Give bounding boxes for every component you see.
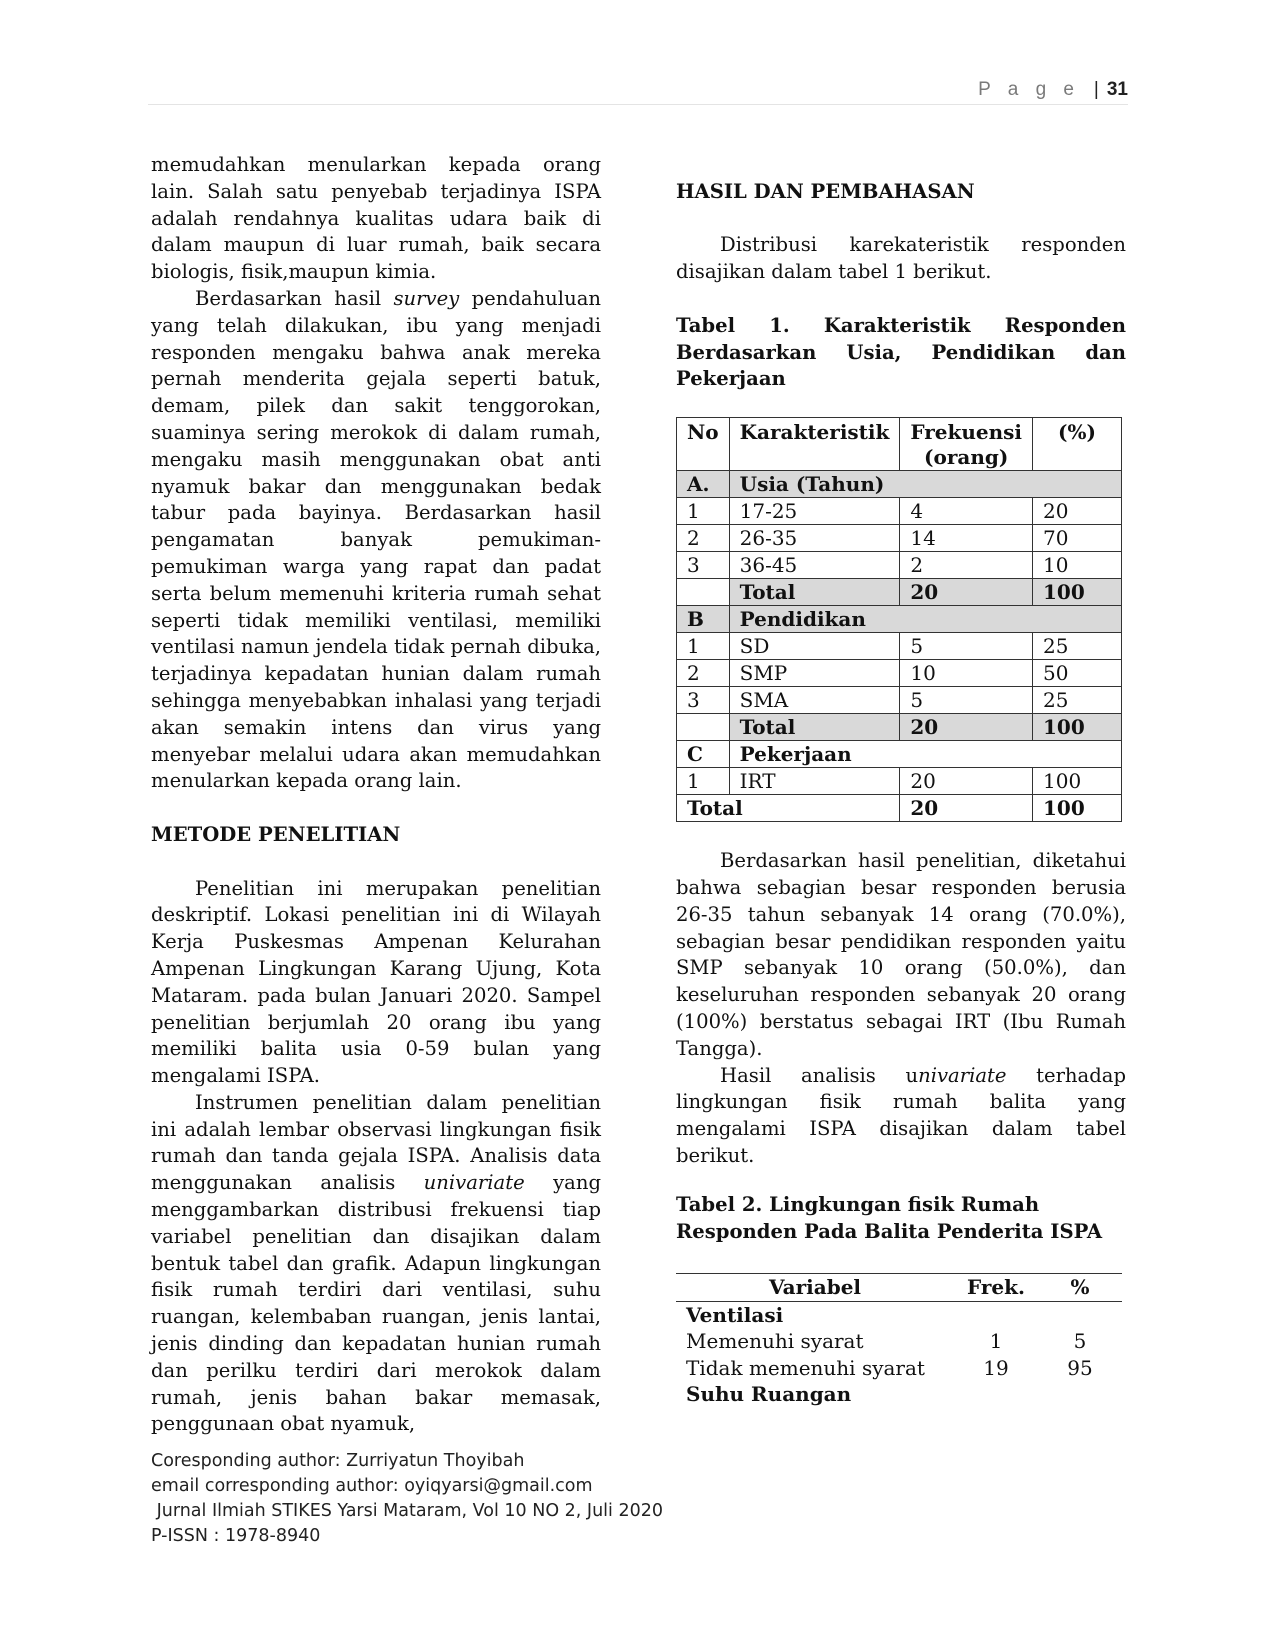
text-span: Berdasarkan hasil	[195, 286, 394, 310]
cell: Total	[677, 795, 900, 822]
cell: 26-35	[729, 525, 900, 552]
table-row	[676, 1328, 1122, 1355]
text-span: Hasil analisis u	[720, 1063, 919, 1087]
cell: Total	[729, 714, 900, 741]
table-row	[677, 687, 1122, 714]
col-header: No	[677, 418, 730, 471]
group-code: A.	[677, 471, 730, 498]
cell: SMA	[729, 687, 900, 714]
grand-total-row	[677, 795, 1122, 822]
table2-caption: Tabel 2. Lingkungan fisik Rumah Responden Pada Balita Penderita ISPA	[676, 1192, 1103, 1243]
cell: 10	[1033, 552, 1122, 579]
group-label: Pekerjaan	[729, 741, 1121, 768]
section-row	[676, 1301, 1122, 1328]
col-header: Variabel	[676, 1274, 954, 1302]
page-number: | 31	[1094, 79, 1128, 101]
cell: 95	[1067, 1355, 1093, 1380]
cell: 20	[900, 768, 1033, 795]
group-row-usia	[677, 471, 1122, 498]
page-header	[148, 72, 1128, 105]
table-lingkungan-fisik	[676, 1273, 1122, 1408]
cell: 2	[900, 552, 1033, 579]
paragraph-metode: Penelitian ini merupakan penelitian deskriptif. Lokasi penelitian ini di Wilayah Kerja Puskesmas Ampenan Kelurahan Ampenan Lingkungan Karang Ujung, Kota Mataram. pada bulan Januari 2020. Sampel penelitian berjumlah 20 orang ibu yang memiliki balita usia 0-59 bulan yang mengalami ISPA.	[151, 876, 601, 1088]
group-label: Pendidikan	[729, 606, 1121, 633]
cell: 1	[677, 633, 730, 660]
italic-term: univariate	[423, 1171, 525, 1195]
cell: 100	[1033, 579, 1122, 606]
cell: 100	[1033, 795, 1122, 822]
section-label: Suhu Ruangan	[686, 1382, 852, 1407]
cell: 3	[677, 687, 730, 714]
cell: 10	[900, 660, 1033, 687]
total-row	[677, 579, 1122, 606]
table-row	[677, 633, 1122, 660]
right-column	[676, 152, 1126, 1408]
cell: 2	[677, 660, 730, 687]
cell: 19	[983, 1355, 1009, 1380]
table-row	[677, 660, 1122, 687]
table-header-row	[676, 1274, 1122, 1302]
table-header-row	[677, 418, 1122, 471]
cell: IRT	[729, 768, 900, 795]
paragraph-hasil: Berdasarkan hasil penelitian, diketahui bahwa sebagian besar responden berusia 26-35 tahun sebanyak 14 orang (70.0%), sebagian besar pendidikan responden yaitu SMP sebanyak 10 orang (50.0%), dan keseluruhan responden sebanyak 20 orang (100%) berstatus sebagai IRT (Ibu Rumah Tangga).	[676, 849, 1126, 1060]
cell: 25	[1033, 633, 1122, 660]
cell: 20	[900, 714, 1033, 741]
col-header: (%)	[1033, 418, 1122, 471]
total-row	[677, 714, 1122, 741]
cell: 70	[1033, 525, 1122, 552]
cell: 5	[900, 633, 1033, 660]
group-row-pendidikan	[677, 606, 1122, 633]
paragraph-univariate	[676, 1063, 1126, 1170]
table-karakteristik	[676, 417, 1122, 822]
cell: Memenuhi syarat	[686, 1329, 864, 1354]
col-header: %	[1038, 1274, 1122, 1302]
page-label: P a g e	[978, 79, 1080, 100]
cell: 100	[1033, 714, 1122, 741]
table-row	[677, 768, 1122, 795]
table-row	[676, 1355, 1122, 1382]
table1-caption: Tabel 1. Karakteristik Responden Berdasarkan Usia, Pendidikan dan Pekerjaan	[676, 313, 1126, 391]
cell: 17-25	[729, 498, 900, 525]
paragraph-instrumen	[151, 1090, 601, 1438]
footer-author: Coresponding author: Zurriyatun Thoyibah	[151, 1451, 525, 1471]
cell: 5	[1073, 1329, 1087, 1354]
cell: SD	[729, 633, 900, 660]
footer-issn: P-ISSN : 1978-8940	[151, 1526, 321, 1546]
cell: SMP	[729, 660, 900, 687]
text-span: terhadap lingkungan fisik rumah balita yang mengalami ISPA disajikan dalam tabel berikut.	[676, 1063, 1127, 1167]
paragraph-distribusi: Distribusi karekateristik responden disajikan dalam tabel 1 berikut.	[676, 233, 1126, 284]
cell: 20	[900, 579, 1033, 606]
cell: 14	[900, 525, 1033, 552]
group-row-pekerjaan	[677, 741, 1122, 768]
heading-metode: METODE PENELITIAN	[151, 822, 401, 846]
paragraph-survey	[151, 286, 601, 795]
page-footer	[151, 1449, 663, 1549]
section-label: Ventilasi	[686, 1302, 784, 1327]
cell: 20	[900, 795, 1033, 822]
cell: 25	[1033, 687, 1122, 714]
col-header: Frekuensi (orang)	[900, 418, 1033, 471]
table-row	[677, 525, 1122, 552]
paragraph-intro-continued: memudahkan menularkan kepada orang lain. Salah satu penyebab terjadinya ISPA adalah rendahnya kualitas udara baik di dalam maupun di luar rumah, baik secara biologis, fisik,maupun kimia.	[151, 153, 601, 284]
cell: 20	[1033, 498, 1122, 525]
cell: 1	[677, 498, 730, 525]
footer-email: email corresponding author: oyiqyarsi@gmail.com	[151, 1476, 593, 1496]
footer-journal: Jurnal Ilmiah STIKES Yarsi Mataram, Vol 10 NO 2, Juli 2020	[151, 1501, 663, 1521]
col-header: Karakteristik	[729, 418, 900, 471]
group-code: B	[677, 606, 730, 633]
cell: Tidak memenuhi syarat	[686, 1355, 925, 1380]
cell: 1	[989, 1329, 1003, 1354]
cell: 50	[1033, 660, 1122, 687]
text-span: Instrumen penelitian dalam penelitian ini adalah lembar observasi lingkungan fisik rumah dan tanda gejala ISPA. Analisis data menggunakan analisis	[151, 1090, 601, 1195]
cell: 3	[677, 552, 730, 579]
col-header: Frek.	[954, 1274, 1038, 1302]
italic-term: survey	[393, 286, 460, 310]
group-label: Usia (Tahun)	[729, 471, 1121, 498]
cell	[677, 714, 730, 741]
italic-term: nivariate	[918, 1063, 1007, 1087]
table-row	[677, 498, 1122, 525]
heading-hasil: HASIL DAN PEMBAHASAN	[676, 179, 975, 203]
text-span: pendahuluan yang telah dilakukan, ibu yang menjadi responden mengaku bahwa anak mereka pernah menderita gejala seperti batuk, demam, pilek dan sakit tenggorokan, suaminya sering merokok di dalam rumah, mengaku masih menggunakan obat anti nyamuk bakar dan menggunakan bedak tabur pada bayinya. Berdasarkan hasil pengamatan banyak pemukiman- pemukiman warga yang rapat dan padat serta belum memenuhi kriteria rumah sehat seperti tidak memiliki ventilasi, memiliki ventilasi namun jendela tidak pernah dibuka, terjadinya kepadatan hunian dalam rumah sehingga menyebabkan inhalasi yang terjadi akan semakin intens dan virus yang menyebar melalui udara akan memudahkan menularkan kepada orang lain.	[151, 286, 601, 793]
cell: 5	[900, 687, 1033, 714]
cell: 36-45	[729, 552, 900, 579]
text-span: yang menggambarkan distribusi frekuensi tiap variabel penelitian dan disajikan dalam bentuk tabel dan grafik. Adapun lingkungan fisik rumah terdiri dari ventilasi, suhu ruangan, kelembaban ruangan, jenis lantai, jenis dinding dan kepadatan hunian rumah dan perilku terdiri dari merokok dalam rumah, jenis bahan bakar memasak, penggunaan obat nyamuk,	[151, 1171, 601, 1436]
cell: 4	[900, 498, 1033, 525]
table-row	[677, 552, 1122, 579]
cell	[677, 579, 730, 606]
group-code: C	[677, 741, 730, 768]
cell: 1	[677, 768, 730, 795]
cell: 2	[677, 525, 730, 552]
section-row	[676, 1381, 1122, 1408]
left-column	[151, 152, 601, 1438]
cell: Total	[729, 579, 900, 606]
cell: 100	[1033, 768, 1122, 795]
